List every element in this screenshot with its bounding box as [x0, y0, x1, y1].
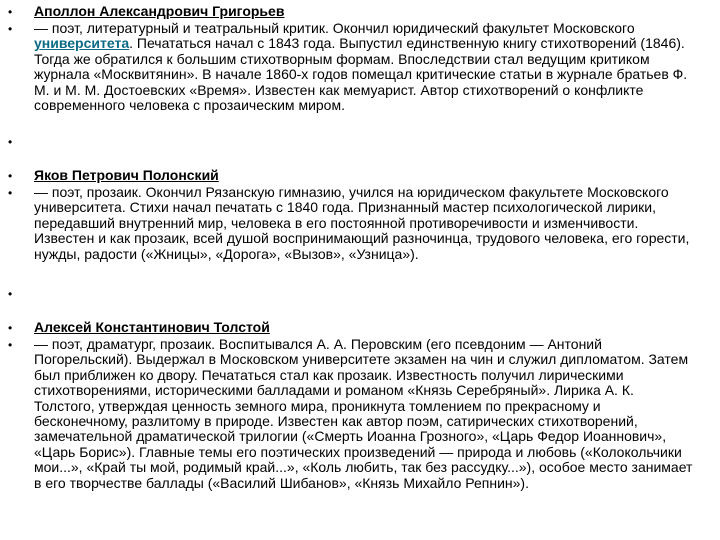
university-link[interactable]: университета: [34, 35, 130, 52]
bullet: •: [8, 186, 13, 200]
bullet: •: [8, 287, 13, 301]
entry-bio: — поэт, прозаик. Окончил Рязанскую гимназию, учился на юридическом факультете Московского университета. Стихи начал печатать с 1840 года. Признанный мастер психологической лирики, передавший внутренний мир, человека в его постоянной противоречивости и изменчивости. Известен и как прозаик, всей душой воспринимающий разночинца, трудового человека, его горести, нужды, радости («Жницы», «Дорога», «Вызов», «Узница»).: [34, 184, 690, 262]
bio-text: — поэт, литературный и театральный критик. Окончил юридический факультет Московского: [34, 20, 635, 36]
entry-bio: [34, 21, 698, 113]
bullet: •: [8, 135, 13, 149]
bullet: •: [8, 22, 13, 36]
bullet: •: [8, 5, 13, 19]
entry-name: Алексей Константинович Толстой: [34, 319, 270, 335]
bullet: •: [8, 321, 13, 335]
entry-name: Яков Петрович Полонский: [34, 167, 219, 183]
entry-bio: — поэт, драматург, прозаик. Воспитывался А. А. Перовским (его псевдоним — Антоний Погорельский). Выдержал в Московском университете экзамен на чин и служил дипломатом. Затем был приближен ко двору. Печататься стал как прозаик. Известность получил лирическими стихотворениями, историческими балладами и романом «Князь Серебряный». Лирика А. К. Толстого, утверждая ценность земного мира, проникнута томлением по прекрасному и бесконечному, разлитому в природе. Известен как автор поэм, сатирических стихотворений, замечательной драматической трилогии («Смерть Иоанна Грозного», «Царь Федор Иоаннович», «Царь Борис»). Главные темы его поэтических произведений — природа и любовь («Колокольчики мои...», «Край ты мой, родимый край...», «Коль любить, так без рассудку...»), особое место занимает в его творчестве баллады («Василий Шибанов», «Князь Михайло Репнин»).: [34, 336, 693, 491]
entry-name: Аполлон Александрович Григорьев: [34, 3, 285, 19]
bullet: •: [8, 338, 13, 352]
bio-text: . Печататься начал с 1843 года. Выпустил единственную книгу стихотворений (1846). Тогда же обратился к большим стихотворным формам. Впоследствии стал ведущим критиком журнала «Москвитянин». В начале 1860-х годов помещал критические статьи в журнале братьев Ф. М. и М. М. Достоевских «Время». Известен как мемуарист. Автор стихотворений о конфликте современного человека с прозаическим миром.: [34, 35, 688, 114]
bullet: •: [8, 169, 13, 183]
